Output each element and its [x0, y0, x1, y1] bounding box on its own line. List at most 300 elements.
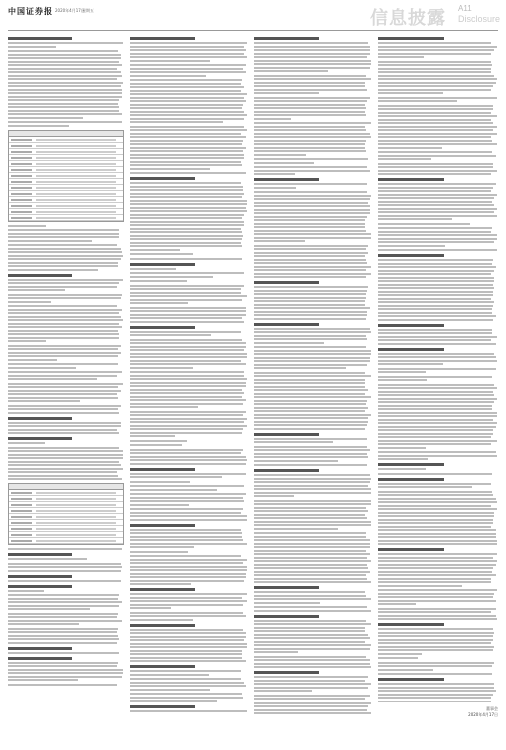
issue-weekday: 星期五 — [82, 8, 94, 13]
text-line — [254, 205, 370, 207]
text-line — [378, 498, 496, 500]
text-line — [378, 49, 494, 51]
text-line — [378, 662, 494, 664]
text-line — [378, 115, 497, 117]
signature-date: 2020年4月17日 — [468, 712, 498, 717]
text-line — [8, 390, 121, 392]
text-line — [130, 107, 242, 109]
text-line — [130, 172, 246, 174]
table-row — [9, 215, 123, 221]
text-line — [254, 379, 365, 381]
text-line — [130, 619, 193, 621]
text-line — [378, 596, 493, 598]
text-line — [8, 233, 119, 235]
text-line — [254, 290, 367, 292]
text-line — [8, 601, 122, 603]
text-line — [378, 533, 496, 535]
text-line — [378, 694, 493, 696]
section-heading — [130, 468, 195, 471]
text-line — [130, 515, 247, 517]
text-line — [378, 147, 442, 149]
text-line — [8, 478, 122, 480]
text-line — [254, 690, 312, 692]
text-line — [378, 166, 493, 168]
text-line — [8, 323, 119, 325]
text-line — [254, 342, 324, 344]
text-line — [378, 519, 493, 521]
text-line — [254, 107, 366, 109]
text-line — [130, 238, 242, 240]
text-line — [254, 634, 368, 636]
text-line — [8, 71, 121, 73]
text-line — [130, 118, 244, 120]
text-line — [254, 659, 370, 661]
text-line — [254, 173, 295, 175]
text-line — [378, 505, 491, 507]
text-line — [254, 273, 371, 275]
text-line — [130, 53, 244, 55]
text-line — [130, 555, 241, 557]
text-line — [378, 697, 491, 699]
text-line — [130, 56, 247, 58]
text-line — [8, 85, 121, 87]
text-line — [8, 99, 119, 101]
text-line — [378, 215, 497, 217]
section-heading — [254, 586, 319, 589]
text-line — [130, 600, 247, 602]
text-line — [254, 403, 366, 405]
text-line — [254, 311, 367, 313]
text-line — [378, 426, 496, 428]
text-line — [8, 330, 118, 332]
section-heading — [130, 37, 195, 40]
text-line — [254, 474, 370, 476]
text-line — [378, 129, 493, 131]
text-line — [378, 223, 470, 225]
text-line — [378, 170, 497, 172]
text-line — [254, 53, 370, 55]
text-line — [8, 57, 121, 59]
text-line — [130, 168, 210, 170]
text-line — [254, 140, 366, 142]
text-line — [254, 709, 367, 711]
text-line — [8, 450, 123, 452]
text-line — [130, 700, 217, 702]
text-line — [130, 363, 246, 365]
newspaper-name: 中国证券报 — [8, 6, 53, 16]
text-line — [8, 96, 122, 98]
section-heading — [254, 615, 319, 618]
text-line — [8, 471, 117, 473]
text-line — [130, 392, 244, 394]
text-line — [254, 396, 371, 398]
text-line — [8, 679, 78, 681]
text-line — [130, 569, 247, 571]
text-line — [378, 401, 494, 403]
text-line — [254, 510, 368, 512]
text-line — [254, 63, 371, 65]
text-line — [8, 289, 65, 291]
text-line — [130, 75, 206, 77]
text-line — [378, 608, 496, 610]
text-line — [254, 67, 370, 69]
text-line — [378, 567, 493, 569]
text-line — [8, 326, 122, 328]
text-line — [254, 485, 368, 487]
text-line — [254, 158, 368, 160]
text-line — [130, 42, 247, 44]
text-line — [130, 693, 242, 695]
text-line — [254, 574, 366, 576]
text-line — [254, 269, 366, 271]
text-line — [254, 651, 298, 653]
text-line — [378, 512, 494, 514]
text-line — [8, 301, 51, 303]
text-line — [254, 198, 370, 200]
text-line — [130, 493, 246, 495]
text-line — [378, 353, 494, 355]
text-line — [130, 214, 244, 216]
text-line — [254, 460, 338, 462]
text-line — [130, 580, 244, 582]
text-line — [130, 660, 246, 662]
text-line — [130, 440, 187, 442]
text-line — [130, 612, 243, 614]
text-line — [378, 143, 497, 145]
text-line — [254, 550, 366, 552]
section-heading — [8, 437, 72, 440]
text-line — [254, 456, 368, 458]
text-line — [254, 623, 371, 625]
text-line — [8, 282, 119, 284]
text-line — [8, 75, 122, 77]
text-line — [254, 230, 366, 232]
text-line — [8, 46, 56, 48]
section-heading — [8, 657, 72, 660]
text-line — [254, 438, 367, 440]
text-line — [254, 100, 367, 102]
section-heading — [254, 281, 319, 284]
section-heading — [8, 37, 72, 40]
text-line — [254, 598, 371, 600]
text-line — [130, 485, 244, 487]
text-line — [378, 234, 497, 236]
text-line — [130, 629, 243, 631]
text-line — [254, 154, 306, 156]
text-line — [378, 85, 493, 87]
text-line — [254, 417, 368, 419]
text-line — [378, 105, 493, 107]
text-line — [378, 422, 497, 424]
text-line — [130, 104, 243, 106]
text-line — [254, 532, 366, 534]
text-line — [130, 710, 247, 712]
text-line — [8, 352, 121, 354]
section-heading — [8, 585, 72, 588]
text-line — [130, 68, 243, 70]
text-line — [130, 186, 243, 188]
text-line — [8, 113, 122, 115]
text-line — [378, 571, 492, 573]
text-line — [378, 458, 428, 460]
text-line — [130, 258, 242, 260]
text-line — [130, 93, 247, 95]
text-line — [254, 375, 371, 377]
text-line — [130, 425, 247, 427]
text-line — [378, 669, 433, 671]
section-heading — [8, 417, 72, 420]
text-line — [254, 202, 368, 204]
text-line — [254, 92, 319, 94]
text-line — [378, 231, 491, 233]
text-line — [254, 557, 367, 559]
text-line — [254, 687, 368, 689]
text-line — [378, 308, 492, 310]
text-line — [378, 291, 493, 293]
text-line — [130, 143, 242, 145]
text-line — [378, 194, 497, 196]
text-line — [130, 339, 242, 341]
text-line — [254, 314, 367, 316]
text-line — [8, 103, 118, 105]
text-line — [378, 339, 491, 341]
text-line — [254, 46, 370, 48]
section-heading — [130, 665, 195, 668]
text-line — [378, 589, 497, 591]
text-line — [8, 461, 119, 463]
text-line — [254, 360, 370, 362]
text-line — [254, 104, 365, 106]
text-line — [254, 85, 365, 87]
text-line — [254, 82, 365, 84]
section-heading — [378, 348, 444, 351]
text-line — [254, 424, 367, 426]
text-line — [378, 690, 496, 692]
section-heading — [254, 178, 319, 181]
section-heading — [254, 37, 319, 40]
text-line — [378, 280, 494, 282]
text-line — [254, 428, 365, 430]
text-line — [8, 570, 121, 572]
text-line — [130, 678, 241, 680]
text-line — [378, 494, 493, 496]
section-heading — [254, 323, 319, 326]
text-line — [254, 262, 367, 264]
text-line — [130, 375, 244, 377]
text-line — [254, 500, 371, 502]
text-line — [130, 121, 223, 123]
text-line — [254, 297, 366, 299]
text-line — [130, 643, 247, 645]
text-line — [8, 265, 118, 267]
text-line — [130, 449, 243, 451]
text-line — [378, 108, 493, 110]
text-line — [8, 464, 121, 466]
text-line — [130, 573, 246, 575]
text-line — [254, 240, 305, 242]
text-line — [130, 428, 243, 430]
text-line — [130, 519, 247, 521]
text-line — [254, 581, 371, 583]
text-line — [254, 567, 368, 569]
text-line — [378, 42, 491, 44]
text-line — [254, 372, 365, 374]
text-line — [378, 360, 497, 362]
text-line — [130, 164, 242, 166]
text-line — [8, 405, 121, 407]
text-line — [8, 580, 121, 582]
text-line — [130, 452, 241, 454]
text-line — [8, 54, 121, 56]
text-line — [130, 650, 242, 652]
text-line — [254, 195, 371, 197]
section-heading — [378, 623, 444, 626]
text-line — [8, 319, 123, 321]
text-line — [378, 611, 491, 613]
text-line — [378, 301, 494, 303]
text-line — [254, 357, 370, 359]
text-line — [378, 284, 493, 286]
text-line — [130, 292, 241, 294]
text-line — [130, 353, 247, 355]
text-line — [130, 150, 243, 152]
text-line — [130, 685, 246, 687]
text-line — [378, 201, 492, 203]
text-line — [378, 564, 496, 566]
text-line — [378, 560, 497, 562]
text-line — [8, 631, 117, 633]
text-line — [130, 481, 190, 483]
data-table — [8, 483, 124, 545]
section-heading — [254, 433, 319, 436]
text-line — [378, 336, 497, 338]
text-line — [254, 683, 371, 685]
text-line — [130, 682, 244, 684]
data-table — [8, 130, 124, 222]
text-line — [8, 125, 69, 127]
section-heading — [130, 326, 195, 329]
text-line — [254, 495, 294, 497]
text-line — [130, 147, 246, 149]
text-line — [378, 508, 497, 510]
text-line — [254, 591, 365, 593]
text-line — [254, 695, 370, 697]
text-line — [130, 476, 222, 478]
text-line — [130, 653, 242, 655]
text-line — [130, 576, 246, 578]
text-line — [8, 225, 46, 227]
text-line — [130, 604, 243, 606]
text-line — [8, 475, 118, 477]
text-line — [130, 597, 242, 599]
text-line — [130, 200, 247, 202]
text-line — [378, 436, 491, 438]
text-line — [8, 566, 122, 568]
text-line — [254, 364, 367, 366]
text-line — [8, 340, 46, 342]
text-line — [254, 166, 367, 168]
text-line — [8, 337, 119, 339]
text-line — [254, 122, 371, 124]
text-line — [254, 331, 371, 333]
text-line — [8, 305, 117, 307]
text-line — [378, 187, 493, 189]
text-line — [254, 421, 368, 423]
text-line — [8, 608, 90, 610]
text-line — [8, 425, 121, 427]
text-line — [130, 302, 188, 304]
text-line — [254, 307, 370, 309]
text-line — [378, 71, 491, 73]
text-line — [8, 616, 117, 618]
text-line — [378, 615, 496, 617]
text-line — [130, 418, 247, 420]
text-line — [8, 355, 118, 357]
text-line — [378, 384, 494, 386]
text-line — [378, 122, 493, 124]
text-line — [254, 97, 370, 99]
text-line — [254, 536, 366, 538]
text-line — [378, 618, 497, 620]
text-line — [254, 346, 366, 348]
text-line — [254, 111, 365, 113]
text-line — [8, 635, 118, 637]
signature-block — [378, 706, 498, 718]
text-line — [378, 483, 491, 485]
text-line — [8, 605, 119, 607]
text-line — [254, 407, 368, 409]
text-line — [8, 229, 119, 231]
text-line — [130, 46, 244, 48]
text-line — [8, 110, 119, 112]
text-line — [8, 375, 117, 377]
text-line — [130, 382, 246, 384]
text-line — [8, 367, 76, 369]
text-line — [254, 212, 370, 214]
text-line — [378, 173, 491, 175]
text-line — [8, 429, 117, 431]
section-title-en: Disclosure — [458, 14, 501, 24]
text-line — [378, 140, 492, 142]
text-line — [254, 226, 365, 228]
text-line — [378, 600, 496, 602]
text-line — [378, 394, 494, 396]
text-line — [378, 82, 496, 84]
text-line — [254, 248, 366, 250]
text-line — [130, 235, 243, 237]
text-line — [254, 209, 370, 211]
text-line — [130, 49, 246, 51]
text-line — [378, 376, 492, 378]
text-line — [254, 637, 370, 639]
text-line — [378, 578, 491, 580]
text-line — [378, 639, 493, 641]
text-line — [8, 92, 122, 94]
text-line — [254, 481, 370, 483]
text-line — [378, 543, 497, 545]
text-line — [378, 249, 497, 251]
text-line — [254, 126, 365, 128]
text-line — [8, 412, 119, 414]
text-line — [254, 641, 365, 643]
text-line — [378, 553, 497, 555]
text-line — [254, 56, 367, 58]
text-line — [130, 276, 213, 278]
text-line — [8, 676, 122, 678]
text-line — [254, 676, 368, 678]
text-line — [378, 455, 497, 457]
text-line — [8, 297, 121, 299]
